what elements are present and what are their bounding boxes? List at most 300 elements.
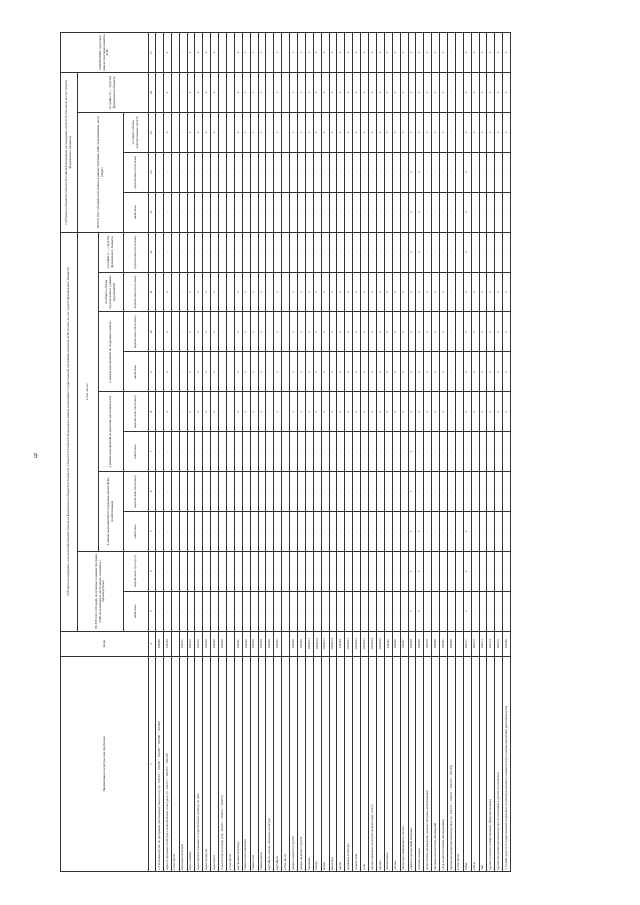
table-cell: x [440,352,448,392]
table-cell: x [187,112,195,152]
row-name: плоды [313,656,321,871]
table-cell: - [274,432,282,472]
table-row [266,33,274,872]
table-cell: x [329,33,337,73]
table-cell: - [392,152,400,192]
table-cell [227,432,235,472]
table-cell: x [369,392,377,432]
table-cell: x [242,312,250,352]
table-cell: - [447,33,455,73]
table-cell: x [463,72,471,112]
table-cell: x [234,392,242,432]
table-cell: - [250,152,258,192]
column-index: 9 [149,352,156,392]
column-index: 16 [149,72,156,112]
table-cell: x [298,112,306,152]
table-cell: x [384,392,392,432]
table-cell: x [329,392,337,432]
column-index-row [149,33,156,872]
table-cell: - [345,152,353,192]
table-cell: - [298,432,306,472]
table-cell: - [329,192,337,232]
table-cell: - [353,551,361,591]
table-row [361,33,369,872]
table-cell: - [187,472,195,512]
table-cell: x [345,272,353,312]
table-cell: x [503,33,511,73]
row-code: 102263.1 [305,631,313,656]
table-cell: - [329,472,337,512]
header-group-3: СПРАВОЧНО: средства в рамках программ развития АПК [61,33,149,73]
table-row [479,33,487,872]
table-cell: - [392,551,400,591]
table-cell: - [163,472,171,512]
table-cell: x [250,272,258,312]
table-cell: - [361,591,369,631]
table-cell: - [447,152,455,192]
table-cell: x [242,352,250,392]
table-cell: - [353,472,361,512]
row-name: чай [479,656,487,871]
table-row [258,33,266,872]
table-cell: - [156,192,164,232]
column-index: 4 [149,551,156,591]
table-row [163,33,171,872]
table-cell: x [463,192,471,232]
table-cell [171,33,179,73]
table-cell [455,591,463,631]
table-cell: x [361,352,369,392]
row-name: прочие [376,656,384,871]
table-cell: - [432,192,440,232]
row-name: прочая продукция растениеводства, не вошедшая в другие группировки [495,656,503,871]
table-cell: - [266,112,274,152]
row-name: зерно кукурузы [203,656,211,871]
table-cell: x [298,33,306,73]
table-cell: - [321,472,329,512]
table-cell: x [495,312,503,352]
table-cell: - [447,112,455,152]
table-cell: x [503,392,511,432]
table-cell: - [266,33,274,73]
table-cell [282,152,290,192]
header-sub1: в рамках мероприятий по поддержке малых форм хозяйствования [99,472,124,552]
row-name: семена трав [353,656,361,871]
table-cell: x [416,112,424,152]
table-cell: - [479,511,487,551]
table-cell [282,112,290,152]
table-cell: x [290,392,298,432]
table-cell: - [329,591,337,631]
table-cell: x [392,392,400,432]
table-cell [455,152,463,192]
table-cell: - [400,511,408,551]
table-cell: x [416,511,424,551]
table-cell: x [495,352,503,392]
table-cell [455,352,463,392]
row-name: зерно риса [211,656,219,871]
row-name: картофель, овощи, бахчевые культуры [266,656,274,871]
table-cell: x [392,272,400,312]
table-cell: - [290,432,298,472]
row-code: 102264.5 [376,631,384,656]
column-index: 12 [149,232,156,272]
table-cell [282,591,290,631]
table-cell: x [345,72,353,112]
table-cell: - [234,152,242,192]
table-cell: - [487,551,495,591]
column-index: 14 [149,152,156,192]
table-cell: - [369,591,377,631]
table-row [416,33,424,872]
table-cell: x [424,392,432,432]
row-name: ягоды [321,656,329,871]
table-cell: - [321,232,329,272]
table-cell: x [290,72,298,112]
table-row [384,33,392,872]
table-cell: - [361,232,369,272]
table-cell: - [179,472,187,512]
table-cell: - [179,272,187,312]
table-cell: x [250,112,258,152]
table-cell [171,152,179,192]
table-cell: - [211,511,219,551]
table-cell [455,551,463,591]
table-cell: x [353,33,361,73]
table-cell: - [250,551,258,591]
table-cell: - [376,511,384,551]
table-cell: - [345,192,353,232]
table-cell [227,272,235,312]
table-cell: - [219,272,227,312]
table-cell: - [274,152,282,192]
header-perech2: перечислено (получено) [124,312,149,352]
table-cell: - [440,591,448,631]
table-cell: x [361,33,369,73]
table-cell: - [195,511,203,551]
table-cell: x [424,352,432,392]
table-cell: x [298,72,306,112]
table-cell: x [384,312,392,352]
row-name: хлопок [392,656,400,871]
table-cell: - [400,232,408,272]
row-code: 102265 [384,631,392,656]
table-cell: x [337,112,345,152]
table-cell: - [463,432,471,472]
table-cell: x [432,392,440,432]
table-cell: x [258,33,266,73]
table-cell: - [219,432,227,472]
table-cell: - [156,272,164,312]
table-cell: - [321,591,329,631]
table-cell: - [424,472,432,512]
table-cell: - [187,551,195,591]
table-row [345,33,353,872]
row-code: 102260 [266,631,274,656]
table-cell: - [392,192,400,232]
table-cell: x [274,72,282,112]
table-cell: x [163,112,171,152]
table-cell: x [384,272,392,312]
table-cell: - [345,551,353,591]
table-cell: - [495,551,503,591]
table-cell: - [219,112,227,152]
table-cell: x [487,33,495,73]
table-cell: - [447,472,455,512]
table-cell [227,72,235,112]
row-name: сено [361,656,369,871]
row-name: семена и посадочный материал [408,656,416,871]
table-cell: - [471,232,479,272]
column-index: 2 [149,631,156,656]
table-cell: x [321,272,329,312]
table-cell: - [266,511,274,551]
table-cell: - [234,432,242,472]
table-cell: x [471,272,479,312]
table-cell: - [179,192,187,232]
table-cell: x [337,312,345,352]
row-code: 102263.3 [321,631,329,656]
table-cell: - [163,192,171,232]
table-cell: - [179,591,187,631]
table-cell: x [495,33,503,73]
table-cell: x [432,312,440,352]
table-cell: x [258,112,266,152]
table-cell [282,72,290,112]
table-cell: x [376,272,384,312]
row-code: 102300 [503,631,511,656]
table-cell: x [416,392,424,432]
table-cell [455,33,463,73]
table-cell: - [345,472,353,512]
table-cell: - [298,591,306,631]
table-cell: x [376,112,384,152]
table-cell: x [361,112,369,152]
rotated-table-container [60,32,508,872]
table-cell: - [290,591,298,631]
page-number: 9 [34,452,38,460]
table-cell [227,312,235,352]
table-cell: x [337,72,345,112]
table-cell: - [266,152,274,192]
table-cell: x [298,312,306,352]
table-cell: - [290,551,298,591]
table-cell: - [250,192,258,232]
table-cell: x [290,312,298,352]
table-cell: - [440,551,448,591]
table-cell: x [163,312,171,352]
table-cell [282,352,290,392]
row-code: 102267 [400,631,408,656]
table-cell: x [384,33,392,73]
table-row [463,33,471,872]
row-code: 102275 [495,631,503,656]
table-cell: x [369,112,377,152]
table-cell: - [274,511,282,551]
table-cell: x [408,192,416,232]
table-cell: - [384,432,392,472]
table-cell: - [376,152,384,192]
table-cell: x [471,352,479,392]
table-cell: - [503,192,511,232]
table-row [455,33,463,872]
table-cell: - [187,152,195,192]
table-cell: x [392,312,400,352]
row-code: 102211 [179,631,187,656]
row-code: 102219 [203,631,211,656]
table-cell: - [179,33,187,73]
table-cell [455,72,463,112]
table-cell: x [416,72,424,112]
table-cell: - [266,472,274,512]
row-code: 102262 [290,631,298,656]
header-group-2: Субсидии из бюджета субъекта Российской Федерации на поддержку отрасли (в том числе за счет средств федерального бюджета) [61,72,78,232]
table-cell: - [432,591,440,631]
table-cell: x [345,112,353,152]
table-cell: x [353,112,361,152]
row-code: 102220 [211,631,219,656]
table-cell: x [408,112,416,152]
table-cell: - [345,511,353,551]
row-code: 102272 [471,631,479,656]
table-cell: - [163,232,171,272]
table-cell: x [479,72,487,112]
table-cell: x [195,352,203,392]
table-cell: x [463,551,471,591]
row-name: льноволокно [384,656,392,871]
table-cell: - [337,591,345,631]
table-cell: - [313,511,321,551]
table-cell: - [234,551,242,591]
table-cell: - [179,232,187,272]
table-cell: - [353,152,361,192]
row-code: 102251 [234,631,242,656]
table-cell: x [258,352,266,392]
table-cell: x [495,392,503,432]
table-cell: - [337,551,345,591]
table-cell: - [266,72,274,112]
column-index: 7 [149,432,156,472]
table-cell: - [447,272,455,312]
row-name: прочие кормовые культуры (корнеплоды, силос) [369,656,377,871]
table-cell: - [163,152,171,192]
table-cell [455,312,463,352]
table-cell: - [353,232,361,272]
table-cell: - [203,152,211,192]
table-cell: - [156,511,164,551]
table-cell: - [392,472,400,512]
row-name: прочая продукция растениеводства (стр. 102271 + 102272 + 102273 + 102274) [447,656,455,871]
table-cell: - [266,352,274,392]
table-cell: - [329,232,337,272]
table-cell: - [211,232,219,272]
table-cell [282,551,290,591]
row-name: овощи открытого грунта [290,656,298,871]
table-cell: x [416,591,424,631]
table-cell [455,272,463,312]
table-cell: x [495,272,503,312]
table-cell: - [242,192,250,232]
column-index: 17 [149,33,156,73]
column-index: 5 [149,511,156,551]
row-code: 102264.3 [361,631,369,656]
table-cell: - [195,432,203,472]
table-cell: - [219,392,227,432]
table-cell: - [234,591,242,631]
table-cell: - [503,511,511,551]
table-cell: x [203,72,211,112]
table-row [376,33,384,872]
table-cell: - [179,551,187,591]
table-row [321,33,329,872]
table-cell: x [242,112,250,152]
table-cell: x [400,352,408,392]
table-cell: - [495,232,503,272]
header-sub7: из общего объема перечисленных средств [124,112,149,152]
table-cell: x [187,33,195,73]
table-cell: - [337,232,345,272]
table-cell [282,33,290,73]
table-cell: - [384,591,392,631]
table-cell: - [432,472,440,512]
table-cell: - [432,152,440,192]
table-cell [171,112,179,152]
table-cell: - [313,152,321,192]
table-cell: - [447,551,455,591]
row-code: 102212 [187,631,195,656]
table-cell: x [211,272,219,312]
table-cell: x [424,112,432,152]
table-row [447,33,455,872]
table-cell [455,192,463,232]
table-cell: x [479,352,487,392]
table-cell: - [290,232,298,272]
table-cell: x [329,312,337,352]
table-cell: - [440,152,448,192]
table-cell: - [305,432,313,472]
table-cell: x [313,392,321,432]
table-cell: - [392,432,400,472]
table-cell [227,352,235,392]
table-cell: - [305,152,313,192]
table-cell: - [219,551,227,591]
table-cell: x [487,392,495,432]
table-cell: - [369,551,377,591]
table-cell: x [503,352,511,392]
table-cell: - [376,591,384,631]
table-cell: - [179,152,187,192]
table-cell: - [163,591,171,631]
table-cell: x [408,591,416,631]
table-cell: x [187,312,195,352]
table-cell: x [234,352,242,392]
table-cell: - [479,232,487,272]
table-cell [171,72,179,112]
table-cell: x [321,312,329,352]
table-cell: x [274,312,282,352]
table-cell: - [345,591,353,631]
table-cell: x [163,272,171,312]
table-cell: - [258,591,266,631]
table-cell: - [234,511,242,551]
table-cell: x [313,352,321,392]
row-name: кормовые культуры [345,656,353,871]
table-cell: - [495,152,503,192]
table-row [171,33,179,872]
table-cell: x [234,33,242,73]
row-code: 102252 [242,631,250,656]
column-index: 6 [149,472,156,512]
